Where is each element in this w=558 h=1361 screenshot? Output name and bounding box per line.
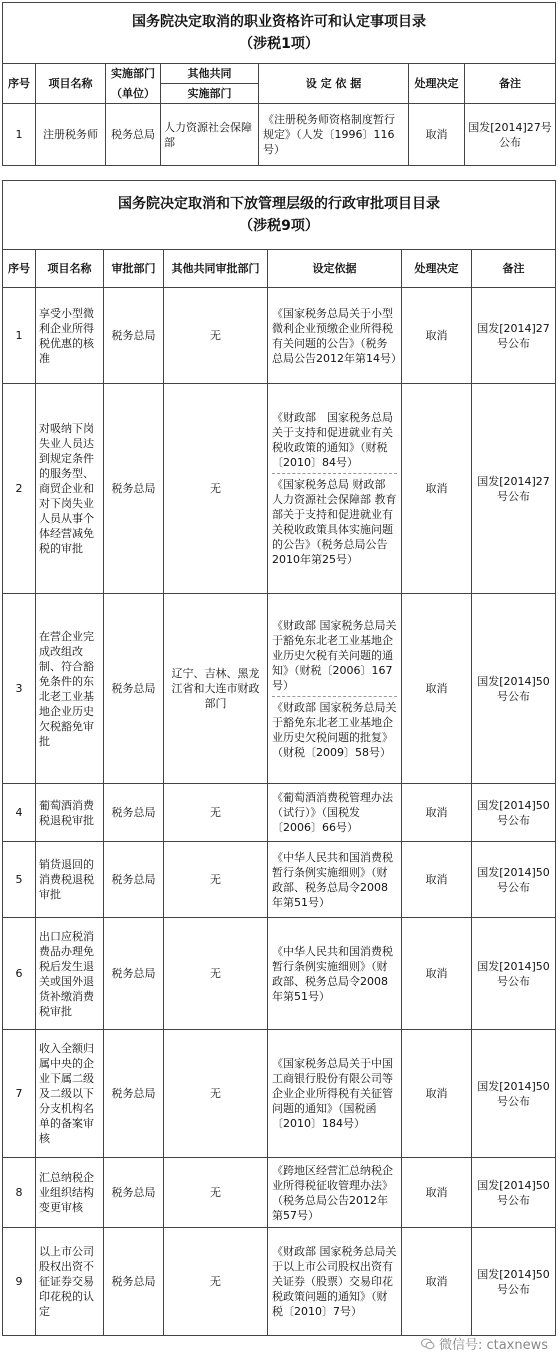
cell-basis <box>268 384 402 594</box>
cell-seq: 3 <box>3 594 36 784</box>
table-row <box>3 1030 556 1158</box>
cell-note: 国发[2014]50号公布 <box>472 842 556 918</box>
header-other-top: 其他共同 <box>161 64 259 84</box>
cell-decision: 取消 <box>402 842 472 918</box>
cell-name: 在营企业完成改组改制、符合豁免条件的东北老工业基地企业历史欠税豁免审批 <box>36 594 104 784</box>
cell-decision: 取消 <box>402 1158 472 1228</box>
header-note: 备注 <box>472 250 556 288</box>
header-name: 项目名称 <box>36 250 104 288</box>
cell-note: 国发[2014]27号公布 <box>472 288 556 384</box>
cell-note: 国发[2014]50号公布 <box>472 1228 556 1336</box>
cell-dept: 税务总局 <box>104 288 164 384</box>
cell-name: 收入全额归属中央的企业下属二级及二级以下分支机构名单的备案审核 <box>36 1030 104 1158</box>
cell-dept: 税务总局 <box>104 1228 164 1336</box>
header-other: 其他共同审批部门 <box>164 250 268 288</box>
cell-note: 国发[2014]50号公布 <box>472 594 556 784</box>
table-row <box>3 594 556 784</box>
basis-item: 《中华人民共和国消费税暂行条例实施细则》（财政部、税务总局令2008年第51号） <box>272 944 393 1003</box>
cell-name: 享受小型微利企业所得税优惠的核准 <box>36 288 104 384</box>
watermark <box>421 1334 548 1353</box>
table2-body <box>3 288 556 1336</box>
cell-decision: 取消 <box>409 104 465 166</box>
cell-dept: 税务总局 <box>104 384 164 594</box>
cell-basis <box>268 784 402 842</box>
table-row <box>3 1158 556 1228</box>
table-row <box>3 104 556 166</box>
cell-seq: 2 <box>3 384 36 594</box>
header-dept: 审批部门 <box>104 250 164 288</box>
table-row <box>3 918 556 1030</box>
cell-decision: 取消 <box>402 1228 472 1336</box>
cell-basis: 《注册税务师资格制度暂行规定》（人发〔1996〕116号） <box>259 104 409 166</box>
cell-decision: 取消 <box>402 288 472 384</box>
cell-decision: 取消 <box>402 1030 472 1158</box>
cell-dept: 税务总局 <box>104 594 164 784</box>
header-seq: 序号 <box>3 64 36 104</box>
cell-note: 国发[2014]50号公布 <box>472 1158 556 1228</box>
cell-other: 无 <box>164 1030 268 1158</box>
cell-note: 国发[2014]27号公布 <box>472 384 556 594</box>
table-row <box>3 1228 556 1336</box>
watermark-text: 微信号: ctaxnews <box>438 1338 548 1353</box>
cell-note: 国发[2014]50号公布 <box>472 784 556 842</box>
cell-basis <box>268 1030 402 1158</box>
cell-other: 无 <box>164 384 268 594</box>
cell-other: 无 <box>164 784 268 842</box>
cell-name: 汇总纳税企业组织结构变更审核 <box>36 1158 104 1228</box>
cell-dept: 税务总局 <box>104 1158 164 1228</box>
basis-item: 《财政部 国家税务总局关于支持和促进就业有关税收政策的通知》（财税〔2010〕84号） <box>272 411 393 469</box>
table1-header-row <box>3 64 556 84</box>
table1-container <box>2 2 555 166</box>
cell-name: 销货退回的消费税退税审批 <box>36 842 104 918</box>
cell-decision: 取消 <box>402 594 472 784</box>
header-decision: 处理决定 <box>409 64 465 104</box>
table1-title-line1: 国务院决定取消的职业资格许可和认定事项目录 <box>132 14 426 30</box>
cell-dept: 税务总局 <box>104 918 164 1030</box>
cell-other: 无 <box>164 842 268 918</box>
cell-seq: 6 <box>3 918 36 1030</box>
table2-header-row <box>3 250 556 288</box>
table1-title <box>3 3 556 64</box>
cell-decision: 取消 <box>402 784 472 842</box>
cell-basis <box>268 918 402 1030</box>
cell-note: 国发[2014]50号公布 <box>472 918 556 1030</box>
cell-dept: 税务总局 <box>104 784 164 842</box>
cell-dept: 税务总局 <box>106 104 161 166</box>
cell-other: 无 <box>164 288 268 384</box>
basis-item: 《财政部 国家税务总局关于豁免东北老工业基地企业历史欠税有关问题的通知》（财税〔2006〕167号） <box>272 618 397 692</box>
cell-decision: 取消 <box>402 918 472 1030</box>
cell-dept: 税务总局 <box>104 842 164 918</box>
basis-item: 《中华人民共和国消费税暂行条例实施细则》（财政部、税务总局令2008年第51号） <box>272 850 393 909</box>
table2-title-line1: 国务院决定取消和下放管理层级的行政审批项目目录 <box>118 196 440 212</box>
header-basis: 设定依据 <box>268 250 402 288</box>
header-seq: 序号 <box>3 250 36 288</box>
cell-name: 对吸纳下岗失业人员达到规定条件的服务型、商贸企业和对下岗失业人员从事个体经营减免税的审批 <box>36 384 104 594</box>
cell-name: 以上市公司股权出资不征证券交易印花税的认定 <box>36 1228 104 1336</box>
basis-item: 《国家税务总局关于小型微利企业预缴企业所得税有关问题的公告》（税务总局公告2012年第14号） <box>272 306 402 365</box>
header-dept: 实施部门 <box>106 64 161 84</box>
table-row <box>3 784 556 842</box>
cell-other: 辽宁、吉林、黑龙江省和大连市财政部门 <box>164 594 268 784</box>
cell-seq: 4 <box>3 784 36 842</box>
cell-dept: 税务总局 <box>104 1030 164 1158</box>
basis-item: 《国家税务总局关于中国工商银行股份有限公司等企业企业所得税有关征管问题的通知》（国税函〔2010〕184号） <box>272 1057 393 1130</box>
cell-name: 葡萄酒消费税退税审批 <box>36 784 104 842</box>
cell-note: 国发[2014]50号公布 <box>472 1030 556 1158</box>
cell-seq: 8 <box>3 1158 36 1228</box>
header-basis: 设 定 依 据 <box>259 64 409 104</box>
cell-name: 注册税务师 <box>36 104 106 166</box>
cell-other: 无 <box>164 918 268 1030</box>
header-dept-unit: （单位） <box>106 84 161 104</box>
cell-basis <box>268 594 402 784</box>
cell-seq: 7 <box>3 1030 36 1158</box>
cell-seq: 1 <box>3 104 36 166</box>
basis-item: 《财政部 国家税务总局关于豁免东北老工业基地企业历史欠税问题的批复》（财税〔2009〕58号） <box>272 696 397 760</box>
cell-note: 国发[2014]27号公布 <box>465 104 556 166</box>
cell-other: 无 <box>164 1228 268 1336</box>
cell-other: 无 <box>164 1158 268 1228</box>
cell-decision: 取消 <box>402 384 472 594</box>
cell-seq: 9 <box>3 1228 36 1336</box>
cell-basis <box>268 1228 402 1336</box>
cell-seq: 5 <box>3 842 36 918</box>
header-note: 备注 <box>465 64 556 104</box>
cell-basis <box>268 842 402 918</box>
table1 <box>2 2 556 166</box>
table-row <box>3 384 556 594</box>
header-name: 项目名称 <box>36 64 106 104</box>
header-other-bottom: 实施部门 <box>161 84 259 104</box>
basis-item: 《葡萄酒消费税管理办法（试行）》（国税发〔2006〕66号） <box>272 791 393 834</box>
table2-title-line2: （涉税9项） <box>239 218 319 234</box>
basis-item: 《跨地区经营汇总纳税企业所得税征收管理办法》（税务总局公告2012年第57号） <box>272 1163 393 1222</box>
table2-title <box>3 181 556 250</box>
cell-basis <box>268 1158 402 1228</box>
cell-seq: 1 <box>3 288 36 384</box>
table-row <box>3 842 556 918</box>
wechat-icon <box>421 1338 435 1350</box>
basis-item: 《财政部 国家税务总局关于以上市公司股权出资有关证券（股票）交易印花税政策问题的通知》（财税〔2010〕7号） <box>272 1245 397 1318</box>
table1-title-line2: （涉税1项） <box>239 36 319 52</box>
table2 <box>2 180 556 1336</box>
cell-other: 人力资源社会保障部 <box>161 104 259 166</box>
table2-container <box>2 180 555 1336</box>
table-row <box>3 288 556 384</box>
header-decision: 处理决定 <box>402 250 472 288</box>
cell-basis <box>268 288 402 384</box>
basis-item: 《国家税务总局 财政部 人力资源社会保障部 教育部关于支持和促进就业有关税收政策具体实施问题的公告》（税务总局公告2010年第25号） <box>272 473 397 567</box>
cell-name: 出口应税消费品办理免税后发生退关或国外退货补缴消费税审批 <box>36 918 104 1030</box>
